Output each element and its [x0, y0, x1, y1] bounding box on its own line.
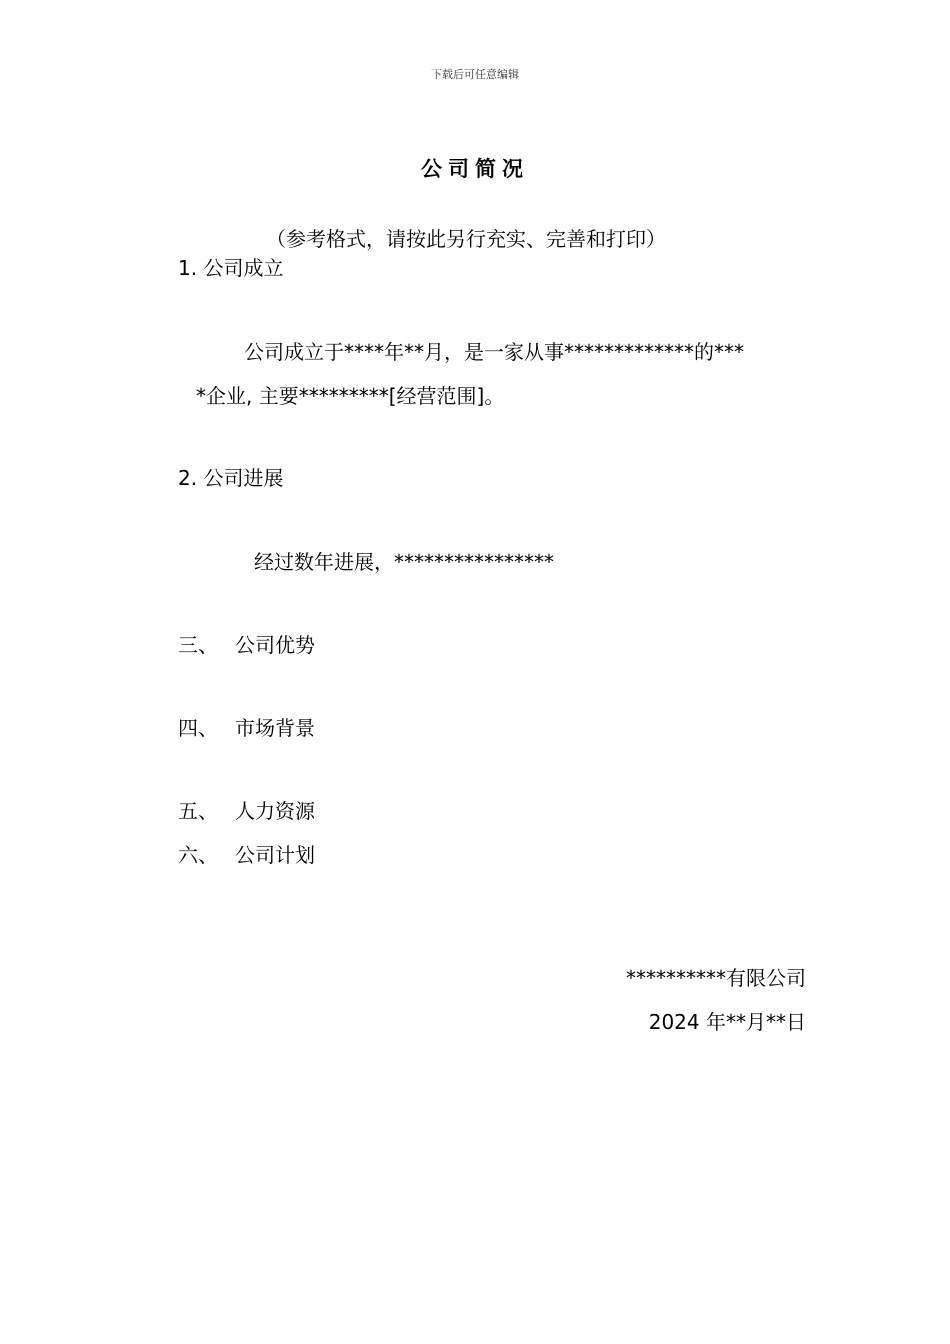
section-number-plan: 六、 — [178, 843, 218, 867]
section-label: 公司成立 — [203, 256, 284, 280]
section-heading-progress — [178, 465, 283, 491]
signature-date: 2024 年**月**日 — [648, 1010, 806, 1034]
section-label-market: 市场背景 — [235, 716, 315, 740]
page-title: 公司简况 — [421, 157, 529, 181]
signature-company: **********有限公司 — [626, 966, 806, 990]
founding-paragraph-line1: 公司成立于****年**月，是一家从事*************的*** — [244, 340, 744, 364]
section-label-hr: 人力资源 — [235, 799, 315, 823]
section-label: 公司进展 — [203, 466, 284, 490]
section-number: 1. — [178, 256, 198, 280]
founding-paragraph-line2: *企业, 主要*********[经营范围]。 — [196, 384, 505, 408]
progress-paragraph: 经过数年进展，**************** — [254, 550, 554, 574]
section-number: 2. — [178, 466, 198, 490]
section-label-advantages: 公司优势 — [235, 633, 315, 657]
header-note: 下载后可任意编辑 — [431, 68, 519, 81]
section-label-plan: 公司计划 — [235, 843, 315, 867]
subtitle: （参考格式，请按此另行充实、完善和打印） — [266, 227, 666, 251]
section-number-advantages: 三、 — [178, 633, 218, 657]
section-heading-founding — [178, 255, 283, 281]
section-number-hr: 五、 — [178, 799, 218, 823]
section-number-market: 四、 — [178, 716, 218, 740]
